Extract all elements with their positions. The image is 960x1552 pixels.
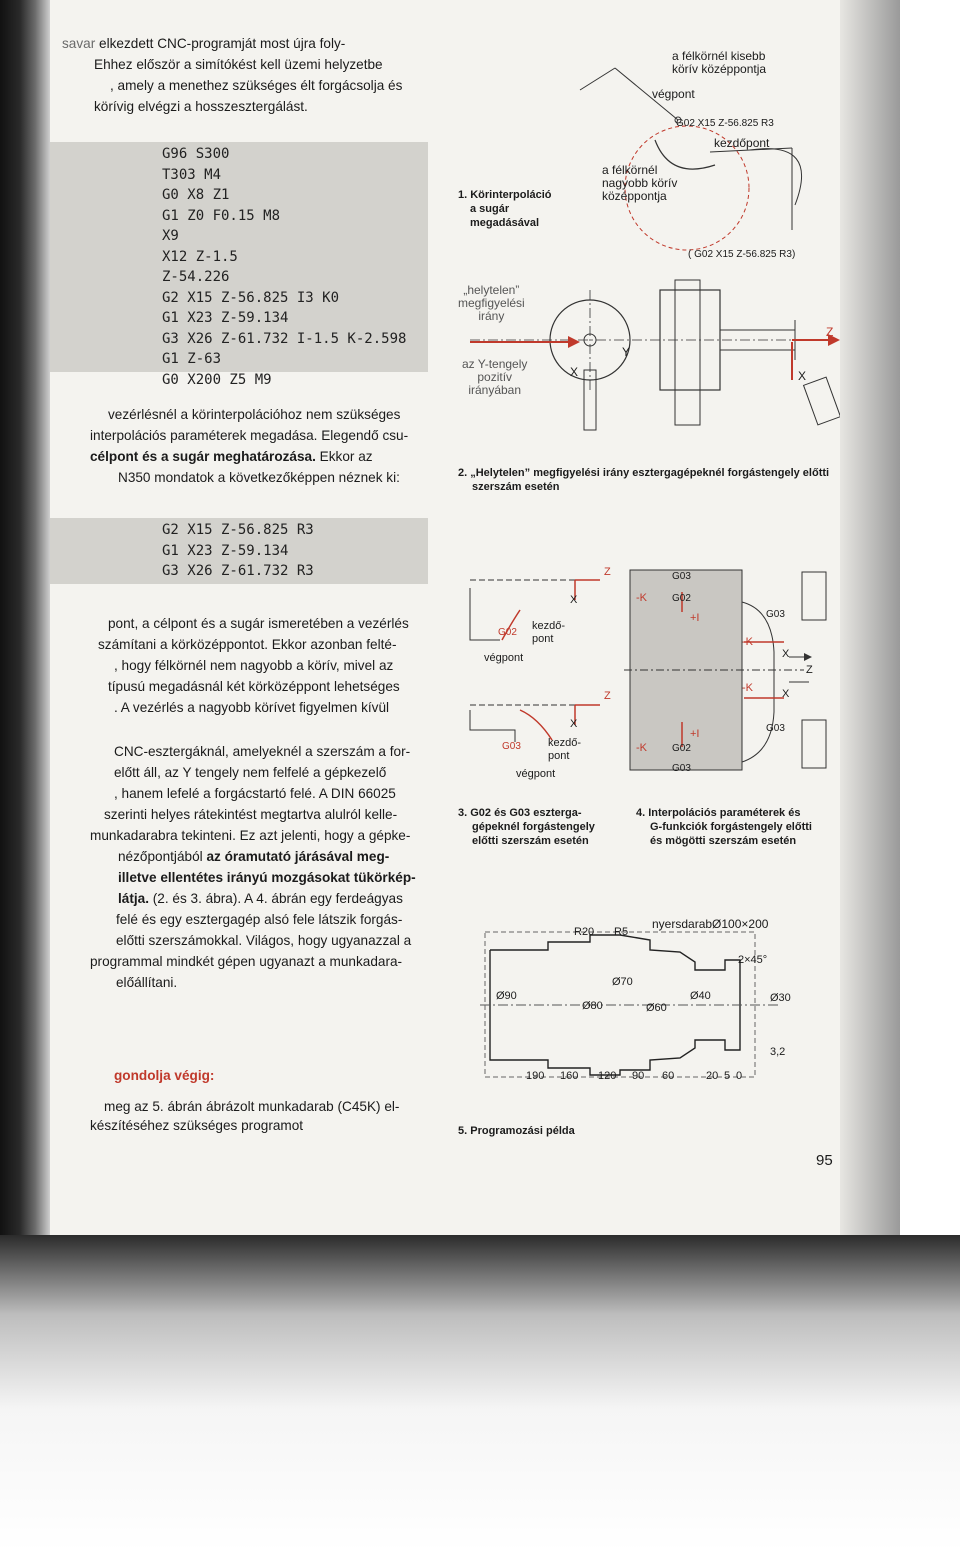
nc-program-block-1 (50, 142, 428, 388)
fig5-dia-90: Ø90 (496, 990, 517, 1002)
fig5-radius-r20: R20 (574, 926, 595, 938)
scanner-background (0, 1235, 960, 1552)
fig5-dia-30: Ø30 (770, 992, 791, 1004)
fig2-x-right-label: X (798, 369, 807, 383)
para4-line-3: , hanem lefelé a forgácstartó felé. A DIN 66025 (114, 786, 396, 801)
code-line: G2 X15 Z-56.825 R3 (162, 522, 314, 538)
fig4-i-bottom: +I (690, 728, 700, 740)
fig2-y-label: Y (622, 345, 631, 359)
fig4-k-top: -K (636, 592, 647, 604)
code-line: G0 X8 Z1 (162, 187, 230, 203)
fig3-g02-label: G02 (498, 627, 517, 638)
para3-line-2: számítani a körközéppontot. Ekkor azonban felté- (98, 637, 397, 652)
fig5-stock-label: nyersdarabØ100×200 (652, 917, 769, 931)
para2-line-1: vezérlésnél a körinterpolációhoz nem szükséges (108, 407, 401, 422)
code-line: G0 X200 Z5 M9 (162, 371, 272, 388)
code-line: G1 X23 Z-59.134 (162, 542, 289, 559)
fig1-large-center-label: a félkörnél nagyobb körív középpontja (602, 163, 678, 203)
code-line: T303 M4 (162, 166, 222, 183)
para4-line-7: illetve ellentétes irányú mozgásokat tükörkép- (118, 870, 416, 885)
para4-line-4: szerinti helyes rátekintést megtartva alulról kelle- (104, 807, 398, 822)
fig4-g02-top: G02 (672, 593, 691, 604)
fig4-i-top: +I (690, 612, 700, 624)
fig3-end-top: végpont (484, 652, 524, 664)
para3-line-5: . A vezérlés a nagyobb körívet figyelmen kívül (114, 700, 390, 715)
fig4-g02-bottom: G02 (672, 743, 691, 754)
fig3-end-bottom: végpont (516, 768, 556, 780)
fig2-caption: 2. „Helytelen” megfigyelési irány esztergagépeknél forgástengely előtti szerszám esetén (458, 467, 830, 493)
para4-line-11: programmal mindkét gépen ugyanazt a munkadara- (90, 954, 403, 969)
code-line: G3 X26 Z-61.732 R3 (162, 563, 314, 579)
fig2-x-label: X (570, 365, 579, 379)
book-spine-shadow (0, 0, 50, 1235)
code-line: Z-54.226 (162, 269, 230, 285)
page-edge-shadow (840, 0, 900, 1235)
fig4-g03-right-bottom: G03 (766, 723, 785, 734)
para4-line-5: munkadarabra tekinteni. Ez azt jelenti, hogy a gépke- (90, 828, 411, 843)
fig3-z-bottom: Z (604, 690, 611, 702)
fig3-x-bottom: X (570, 718, 578, 730)
page-number: 95 (816, 1152, 833, 1169)
fig1-g02-bottom: ( G02 X15 Z-56.825 R3) (688, 249, 796, 260)
code-line: X12 Z-1.5 (162, 248, 238, 265)
fig2-y-axis-label: az Y-tengely pozitív irányában (462, 357, 528, 397)
code-line: G2 X15 Z-56.825 I3 K0 (162, 289, 340, 306)
fig4-z: Z (806, 664, 813, 676)
code-line: G1 X23 Z-59.134 (162, 310, 289, 326)
fig1-start-label: kezdőpont (714, 136, 770, 150)
book-page: savar elkezdett CNC-programját most újra foly- Ehhez először a simítókést kell üzemi helyzetbe , amely a menethez szükséges élt forgácsolja és körívig elvégzi a hosszesztergálást. G96 S300 T303 M4 G0 X8 Z1 G1 Z0 F0.15 M8 X9 X12 Z-1.5 Z-54.226 G2 X15 Z-56.825 I3 K0 G1 X23 Z-59.134 G3 X26 Z-61.732 I-1.5 K-2.598 G1 Z-63 G0 X200 Z5 M9 vezérlésnél a körinterpolációhoz nem szükséges interpolációs paraméterek megadása. Elegendő csu- célpont és a sugár meghatározása. Ekkor az N350 mondatok a következőképpen néznek ki: G2 X15 Z-56.825 R3 G1 X23 Z-59.134 G3 X26 Z-61.732 R3 pont, a célpont és a sugár ismeretében a vezérlés számítani a körközéppontot. Ekkor azonban felté- , hogy félkörnél nem nagyobb a körív, mivel az típusú megadásnál két körközéppont lehetséges . A vezérlés a nagyobb körívet figyelmen kívül CNC-esztergáknál, amelyeknél a szerszám a for- előtt áll, az Y tengely nem felfelé a gépkezelő , hanem lefelé a forgácstartó felé. A DIN 66025 szerinti helyes rátekintést megtartva alulról kelle- munkadarabra tekinteni. Ez azt jelenti, hogy a gépke- nézőpontjából az óramutató járásával meg- illetve ellentétes irányú mozgásokat tükörkép- látja. (2. és 3. ábra). A 4. ábrán egy ferdeágyas felé és egy esztergagép alsó fele látszik forgás- előtti szerszámokkal. Világos, hogy ugyanazzal a programmal mindkét gépen ugyanazt a munkadara- előállítani. gondolja végig: meg az 5. ábrán ábrázolt munkadarab (C45K) el- készítéséhez szükséges programot 1. Körinterpoláció a sugár megadásával a félkörnél kisebb körív középpontja végpont G02 X15 Z-56.825 R3 kezdőpont a félkörnél nagyobb körív középpontja ( G02 X15 Z-56.825 R3) „helytelen” megfigyelési irány az Y-tengely pozitív irányában Z X Y X 2. „Helytelen” megfigyelési irány esztergagépeknél forgástengely előtti szerszám esetén Z X G02 kezdő- pont végpont Z X G03 kezdő- pont végpont 3. G02 és G03 eszterga- gépeknél forgástengely előtti szerszám esetén G03 G02 -K +I G03 -K X Z -K X G03 +I -K G02 G03 4. Interpolációs paraméterek és G-funkciók forgástengely előtti és mögötti szerszám esetén nyersdarabØ100×200 R20 R5 Ø90 Ø80 Ø70 Ø60 Ø40 Ø30 2×45° 3,2 190 160 120 90 60 20 5 0 5. Programozási példa 95 (0, 0, 900, 1235)
intro-line-2: Ehhez először a simítókést kell üzemi helyzetbe (94, 57, 383, 72)
nc-program-block-2 (50, 518, 428, 584)
fig1-small-center-label: a félkörnél kisebb körív középpontja (672, 49, 767, 76)
fig1-endpoint-label: végpont (652, 87, 695, 101)
code-line: G1 Z0 F0.15 M8 (162, 207, 281, 224)
code-line: G1 Z-63 (162, 351, 222, 367)
fig3-z-top: Z (604, 566, 611, 578)
para3-line-1: pont, a célpont és a sugár ismeretében a vezérlés (108, 616, 409, 631)
task-line-1: meg az 5. ábrán ábrázolt munkadarab (C45K) el- (104, 1099, 400, 1114)
para4-line-2: előtt áll, az Y tengely nem felfelé a gépkezelő (114, 765, 387, 780)
para2-line-3: célpont és a sugár meghatározása. Ekkor az (90, 449, 373, 464)
para2-line-2: interpolációs paraméterek megadása. Elegendő csu- (90, 428, 409, 443)
fig4-x-bottom: X (782, 688, 790, 700)
para4-line-6: nézőpontjából az óramutató járásával meg- (118, 849, 390, 864)
fig3-start-bottom: kezdő- pont (548, 737, 582, 762)
intro-line-3: , amely a menethez szükséges élt forgácsolja és (110, 78, 403, 93)
fig1-g02-top: G02 X15 Z-56.825 R3 (676, 118, 774, 129)
para4-line-8: látja. (2. és 3. ábra). A 4. ábrán egy ferdeágyas (118, 891, 403, 906)
fig4-x-top: X (782, 648, 790, 660)
intro-line-1: savar elkezdett CNC-programját most újra foly- (62, 36, 346, 51)
fig3-g03-label: G03 (502, 741, 521, 752)
fig5-dia-80: Ø80 (582, 1000, 603, 1012)
fig5-roughness: 3,2 (770, 1046, 786, 1058)
fig5-dia-60: Ø60 (646, 1002, 667, 1014)
fig4-g03-top: G03 (672, 571, 691, 582)
fig5-radius-r5: R5 (614, 926, 629, 938)
fig4-g03-bottom: G03 (672, 763, 691, 774)
code-line: G96 S300 (162, 146, 230, 162)
fig3-x-top: X (570, 594, 578, 606)
para2-line-4: N350 mondatok a következőképpen néznek ki: (118, 470, 400, 485)
fig4-g03-right-top: G03 (766, 609, 785, 620)
para3-line-3: , hogy félkörnél nem nagyobb a körív, mivel az (114, 658, 394, 673)
fig3-caption: 3. G02 és G03 eszterga- gépeknél forgástengely előtti szerszám esetén (458, 807, 595, 847)
fig3-start-top: kezdő- pont (532, 620, 566, 645)
para4-line-12: előállítani. (116, 975, 178, 990)
fig5-caption: 5. Programozási példa (458, 1125, 575, 1137)
intro-line-4: körívig elvégzi a hosszesztergálást. (94, 99, 308, 114)
fig4-k-bottom: -K (636, 742, 647, 754)
code-line: G3 X26 Z-61.732 I-1.5 K-2.598 (162, 330, 407, 347)
para4-line-10: előtti szerszámokkal. Világos, hogy ugyanazzal a (116, 933, 412, 948)
fig5-dia-70: Ø70 (612, 976, 633, 988)
fig2-wrong-direction-label: „helytelen” megfigyelési irány (458, 283, 525, 323)
fig3-g02-g03-diagram (460, 570, 620, 770)
fig4-k-mid-top: -K (742, 636, 753, 648)
fig1-caption: 1. Körinterpoláció a sugár megadásával (458, 189, 552, 229)
think-heading: gondolja végig: (114, 1068, 215, 1083)
para4-line-1: CNC-esztergáknál, amelyeknél a szerszám a for- (114, 744, 411, 759)
task-line-2: készítéséhez szükséges programot (90, 1118, 304, 1133)
fig4-k-mid-bottom: -K (742, 682, 753, 694)
fig4-caption: 4. Interpolációs paraméterek és G-funkciók forgástengely előtti és mögötti szerszám esetén (636, 807, 812, 847)
fig2-z-label: Z (826, 325, 834, 339)
fig5-chamfer: 2×45° (738, 954, 768, 966)
fig5-dia-40: Ø40 (690, 990, 711, 1002)
fig4-params-diagram (624, 562, 844, 792)
code-line: X9 (162, 228, 179, 244)
para3-line-4: típusú megadásnál két körközéppont lehetséges (108, 679, 400, 694)
para4-line-9: felé és egy esztergagép alsó fele látszik forgás- (116, 912, 403, 927)
